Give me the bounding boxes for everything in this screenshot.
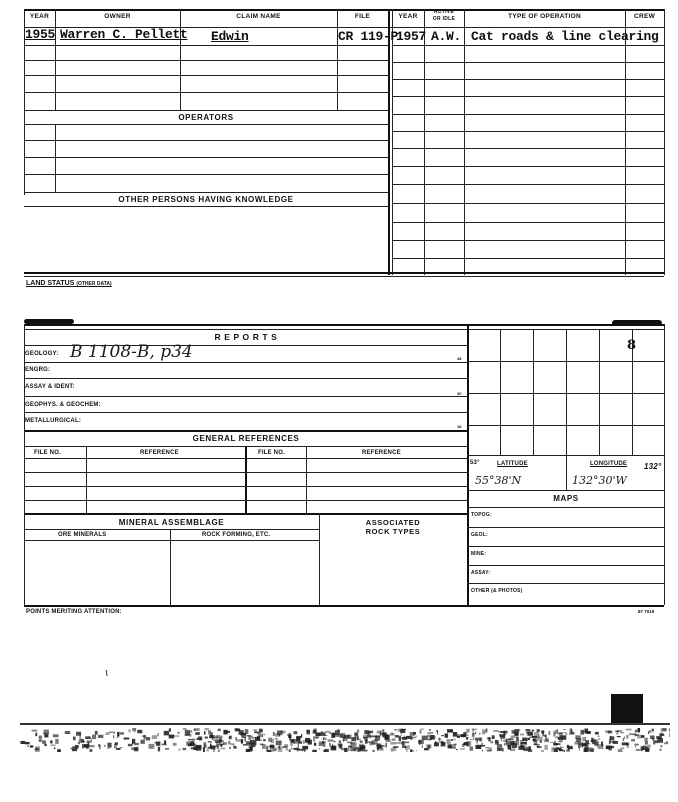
margin-30: 30 — [457, 391, 462, 396]
metallurgical-label: METALLURGICAL: — [25, 418, 82, 424]
maps-heading: MAPS — [553, 494, 579, 503]
entry-operation: Cat roads & line clearing — [471, 29, 659, 44]
geophys-geochem-label: GEOPHYS. & GEOCHEM: — [25, 402, 101, 408]
land-status-label — [26, 280, 112, 287]
associated-rock-types-1: ASSOCIATED — [365, 518, 421, 527]
entry-owner: Warren C. Pellett — [60, 27, 188, 42]
col-owner-header: OWNER — [104, 13, 131, 20]
latitude-value: 55°38'N — [475, 474, 522, 487]
maps-topog: TOPOG: — [471, 512, 492, 518]
ref-reference-1: REFERENCE — [140, 450, 179, 456]
operators-heading: OPERATORS — [178, 113, 234, 122]
points-meriting-attention: POINTS MERITING ATTENTION: — [26, 609, 122, 615]
entry-year: 1955 — [25, 27, 56, 42]
stray-mark: ɩ — [105, 668, 109, 679]
col-year-header: YEAR — [29, 13, 50, 20]
geology-label: GEOLOGY: — [25, 351, 59, 357]
rock-forming-header: ROCK FORMING, ETC. — [202, 532, 271, 538]
black-block — [611, 694, 643, 724]
col-active-idle-header-1: ACTIVE — [433, 9, 455, 15]
maps-other-photos: OTHER (& PHOTOS) — [471, 588, 523, 594]
maps-geol: GEOL: — [471, 532, 488, 538]
land-status-sub: (OTHER DATA) — [76, 281, 112, 287]
maps-mine: MINE: — [471, 551, 487, 557]
entry-year2: 1957 — [396, 29, 427, 44]
reports-heading: R E P O R T S — [214, 332, 278, 342]
longitude-value: 132°30'W — [572, 474, 627, 487]
ref-file-no-2: FILE NO. — [258, 450, 285, 456]
maps-assay: ASSAY: — [471, 570, 491, 576]
col-year2-header: YEAR — [398, 13, 418, 20]
entry-status: A.W. — [431, 29, 462, 44]
general-references-heading: GENERAL REFERENCES — [192, 434, 300, 443]
land-status-title: LAND STATUS — [26, 280, 75, 287]
scan-noise-strip — [20, 722, 670, 752]
assay-ident-label: ASSAY & IDENT: — [25, 384, 75, 390]
col-operation-header: TYPE OF OPERATION — [508, 13, 581, 20]
margin-48: 48 — [457, 356, 462, 361]
engrg-label: ENGRG: — [25, 367, 51, 373]
col-file-header: FILE — [354, 13, 371, 20]
lat-prefix: 53° — [470, 460, 480, 466]
entry-claim-name: Edwin — [211, 29, 249, 44]
entry-file: CR 119-P — [338, 29, 399, 44]
ref-reference-2: REFERENCE — [362, 450, 401, 456]
ore-minerals-header: ORE MINERALS — [58, 532, 107, 538]
col-active-idle-header-2: OR IDLE — [432, 16, 456, 22]
lon-prefix: 132° — [644, 462, 662, 471]
margin-18: 18 — [457, 424, 462, 429]
mineral-assemblage-heading: MINERAL ASSEMBLAGE — [118, 518, 225, 527]
col-crew-header: CREW — [633, 13, 656, 20]
geology-value: B 1108-B, p34 — [70, 342, 193, 362]
form-code: 87 7019 — [638, 609, 655, 614]
grid-mark: 8 — [627, 338, 637, 353]
ref-file-no-1: FILE NO. — [34, 450, 61, 456]
col-claim-name-header: CLAIM NAME — [236, 13, 281, 20]
associated-rock-types-2: ROCK TYPES — [365, 527, 421, 536]
other-persons-heading: OTHER PERSONS HAVING KNOWLEDGE — [118, 195, 294, 204]
latitude-label: LATITUDE — [497, 461, 528, 467]
longitude-label: LONGITUDE — [590, 461, 628, 467]
